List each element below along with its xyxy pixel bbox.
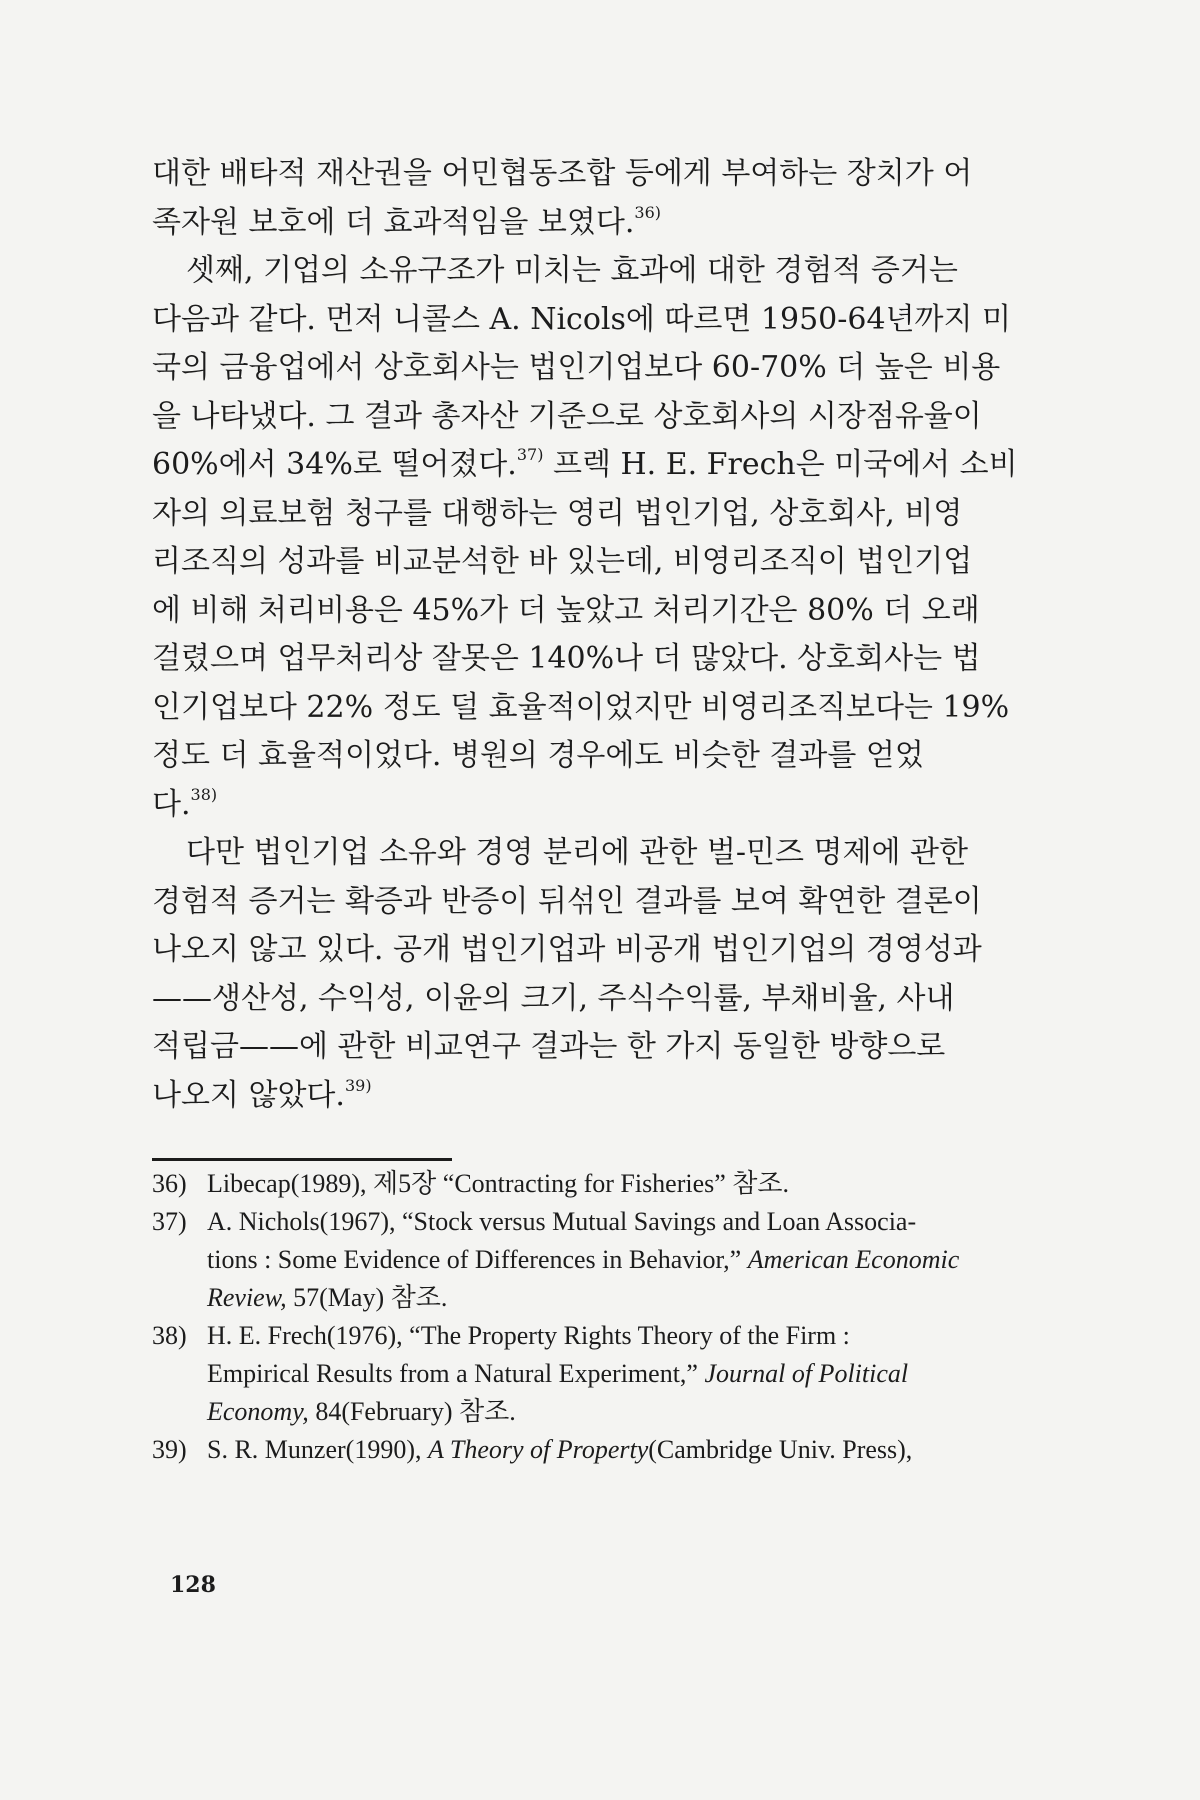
journal-title: Review, [207, 1283, 287, 1312]
footnote-ref-36: 36) [634, 202, 661, 222]
footnote-number: 39) [152, 1435, 187, 1464]
page-number: 128 [170, 1572, 216, 1598]
text-line: 다만 법인기업 소유와 경영 분리에 관한 벌-민즈 명제에 관한 [186, 835, 968, 870]
footnote-text [207, 1203, 1052, 1317]
text-line: 자의 의료보험 청구를 대행하는 영리 법인기업, 상호회사, 비영 [152, 495, 963, 531]
text-line: 국의 금융업에서 상호회사는 법인기업보다 60-70% 더 높은 비용 [152, 350, 1001, 385]
footnote-line [207, 1431, 1052, 1469]
footnote-line [207, 1279, 1052, 1317]
text-line: 리조직의 성과를 비교분석한 바 있는데, 비영리조직이 법인기업 [152, 544, 973, 579]
text-span: S. R. Munzer(1990), [207, 1435, 428, 1464]
footnote-line: H. E. Frech(1976), “The Property Rights Theory of the Firm : [207, 1321, 850, 1350]
footnote-36 [152, 1165, 1052, 1203]
text-line [152, 199, 1052, 248]
journal-title: American Economic [747, 1245, 960, 1274]
text-span: Empirical Results from a Natural Experiment,” [207, 1359, 705, 1388]
paragraph-2 [152, 247, 1052, 829]
text-line: 걸렸으며 업무처리상 잘못은 140%나 더 많았다. 상호회사는 법 [152, 641, 981, 676]
footnote-separator [152, 1158, 452, 1161]
footnote-number: 37) [152, 1207, 187, 1236]
journal-title: Journal of Political [704, 1359, 909, 1388]
footnote-ref-39: 39) [344, 1075, 372, 1095]
text-span: 57(May) 참조. [286, 1283, 448, 1312]
text-span: 60%에서 34%로 떨어졌다. [152, 447, 517, 482]
text-line [152, 441, 1052, 490]
text-span: 다. [152, 786, 191, 822]
text-line [152, 781, 1052, 830]
text-span: tions : Some Evidence of Differences in Behavior,” [207, 1245, 748, 1274]
footnote-line: Libecap(1989), 제5장 “Contracting for Fisheries” 참조. [207, 1169, 790, 1198]
text-span: 84(February) 참조. [308, 1397, 516, 1426]
text-span: 프렉 H. E. Frech은 미국에서 소비 [543, 447, 1018, 482]
paragraph-3 [152, 829, 1052, 1120]
footnote-line [207, 1241, 1052, 1279]
footnote-38 [152, 1317, 1052, 1431]
footnote-ref-37: 37) [516, 445, 544, 464]
text-span: 나오지 않았다. [152, 1077, 345, 1113]
footnote-ref-38: 38) [190, 784, 218, 804]
text-span: (Cambridge Univ. Press), [648, 1435, 913, 1464]
text-line: 다음과 같다. 먼저 니콜스 A. Nicols에 따르면 1950-64년까지 미 [152, 301, 1012, 337]
text-line [152, 1072, 1052, 1121]
footnote-line [207, 1355, 1052, 1393]
text-line: 대한 배타적 재산권을 어민협동조합 등에게 부여하는 장치가 어 [152, 156, 973, 191]
main-text [152, 150, 1052, 1120]
text-line: 셋째, 기업의 소유구조가 미치는 효과에 대한 경험적 증거는 [186, 253, 958, 288]
book-title: A Theory of Property [427, 1435, 649, 1464]
footnote-text [207, 1317, 1052, 1431]
footnote-37 [152, 1203, 1052, 1317]
text-line: 적립금——에 관한 비교연구 결과는 한 가지 동일한 방향으로 [152, 1029, 946, 1064]
text-line: 경험적 증거는 확증과 반증이 뒤섞인 결과를 보여 확연한 결론이 [152, 883, 982, 919]
footnote-line [207, 1393, 1052, 1431]
text-span: 족자원 보호에 더 효과적임을 보였다. [152, 204, 635, 240]
footnote-text [207, 1431, 1052, 1469]
footnotes [152, 1165, 1052, 1469]
footnote-line: A. Nichols(1967), “Stock versus Mutual Savings and Loan Associa- [207, 1207, 917, 1236]
footnote-number: 38) [152, 1321, 187, 1350]
footnote-39 [152, 1431, 1052, 1469]
text-line: 정도 더 효율적이었다. 병원의 경우에도 비슷한 결과를 얻었 [152, 738, 924, 773]
text-line: 인기업보다 22% 정도 덜 효율적이었지만 비영리조직보다는 19% [152, 689, 1010, 725]
footnote-text [207, 1165, 1052, 1203]
text-line: 나오지 않고 있다. 공개 법인기업과 비공개 법인기업의 경영성과 [152, 932, 982, 967]
footnote-number: 36) [152, 1169, 187, 1198]
text-line: ——생산성, 수익성, 이윤의 크기, 주식수익률, 부채비율, 사내 [152, 980, 955, 1016]
text-line: 을 나타냈다. 그 결과 총자산 기준으로 상호회사의 시장점유율이 [152, 398, 982, 434]
paragraph-1 [152, 150, 1052, 247]
journal-title: Economy, [207, 1397, 309, 1426]
text-line: 에 비해 처리비용은 45%가 더 높았고 처리기간은 80% 더 오래 [152, 592, 980, 628]
